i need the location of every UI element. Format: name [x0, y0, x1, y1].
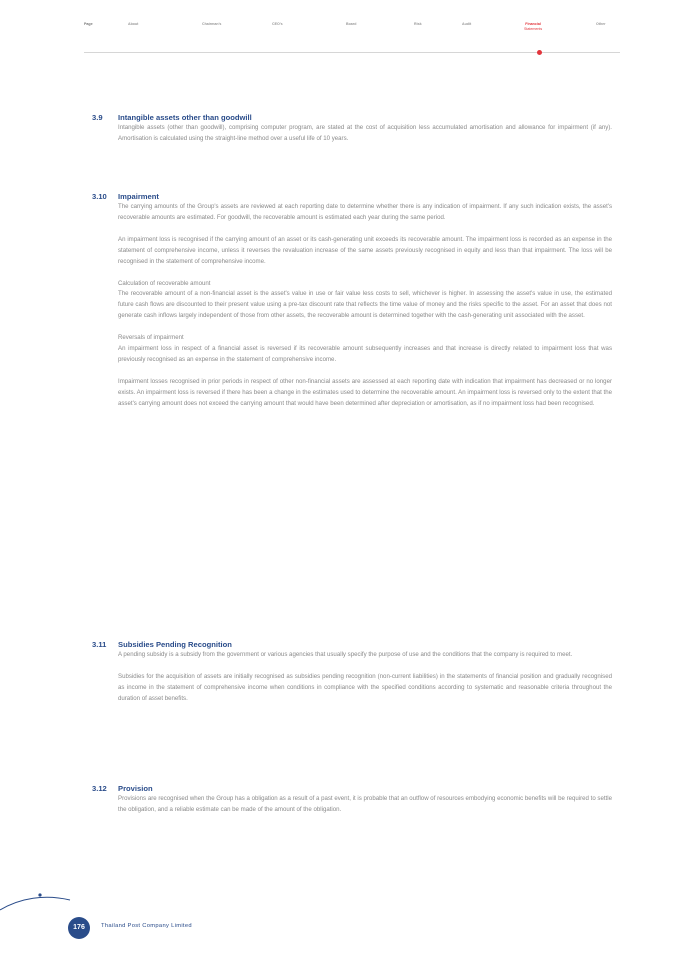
section-provision: [92, 784, 612, 816]
paragraph: A pending subsidy is a subsidy from the government or various agencies that usually specify the purpose of use and the conditions that the company is required to meet.: [118, 651, 573, 658]
section-heading: [92, 784, 612, 794]
nav-item-label: Board: [346, 22, 357, 26]
paragraph: An impairment loss is recognised if the carrying amount of an asset or its cash-generating unit exceeds its recoverable amount. The impairment loss is recorded as an expense in the statement of comprehensive income, unless it reverses the revaluation increase of the same assets previously recognised in equity and less than that impairment. The loss will be recognised in the statement of comprehensive income.: [118, 235, 612, 265]
nav-item-board[interactable]: [346, 22, 356, 27]
paragraph: Subsidies for the acquisition of assets are initially recognised as subsidies pending recognition (non-current liabilities) in the statements of financial position and gradually recognised as income in the statement of comprehensive income when conditions in compliance with the specified conditions according to systematic and reasonable criteria throughout the duration of asset benefits.: [118, 672, 612, 702]
section-impairment: [92, 192, 612, 410]
nav-item-page[interactable]: [84, 22, 93, 27]
section-subsidies: [92, 640, 612, 705]
section-title: Intangible assets other than goodwill: [118, 113, 252, 122]
section-heading: [92, 192, 612, 202]
nav-item-label: Risk: [414, 22, 422, 26]
nav-item-ceo[interactable]: [272, 22, 283, 27]
paragraph: Provisions are recognised when the Group has a obligation as a result of a past event, it is probable that an outflow of resources embodying economic benefits will be required to settle the obligation, and a reliable estimate can be made of the amount of the obligation.: [118, 795, 612, 813]
nav-item-about[interactable]: [128, 22, 138, 27]
paragraph: Impairment losses recognised in prior periods in respect of other non-financial assets are assessed at each reporting date with indication that impairment has decreased or no longer exists. An impairment loss is reversed if there has been a change in the estimates used to determine the recoverable amount. An impairment loss is reversed only to the extent that the asset's carrying amount does not exceed the carrying amount that would have been determined after depreciation or amortisation, as if no impairment loss had been recognised.: [118, 377, 612, 407]
top-navigation: [84, 22, 620, 52]
nav-item-label: About: [128, 22, 139, 26]
nav-item-audit[interactable]: [462, 22, 471, 27]
paragraph: The recoverable amount of a non-financial asset is the asset's value in use or fair value less costs to sell, whichever is higher. In assessing the asset's value in use, the estimated future cash flows are discounted to their present value using a pre-tax discount rate that reflects the time value of money and the risks specific to the asset. For an asset that does not generate cash inflows largely independent of those from other assets, the recoverable amount is determined together with the cash-generating unit associated with the asset.: [118, 290, 612, 320]
nav-item-financial-statements[interactable]: [524, 22, 542, 32]
nav-item-label: Chairman's: [202, 22, 222, 26]
section-number: 3.9: [92, 113, 103, 122]
nav-item-label: Audit: [462, 22, 472, 26]
section-title: Subsidies Pending Recognition: [118, 640, 232, 649]
section-intangible-assets: [92, 113, 612, 145]
subheading: Reversals of impairment: [118, 334, 184, 342]
subheading: Calculation of recoverable amount: [118, 279, 211, 287]
nav-item-other[interactable]: [596, 22, 606, 27]
section-heading: [92, 640, 612, 650]
section-title: Provision: [118, 784, 153, 793]
company-name: Thailand Post Company Limited: [101, 923, 192, 929]
paragraph: The carrying amounts of the Group's assets are reviewed at each reporting date to determine whether there is any indication of impairment. If any such indication exists, the asset's recoverable amounts are estimated. For goodwill, the recoverable amount is estimated each year during the same period.: [118, 203, 612, 221]
section-heading: [92, 113, 612, 123]
nav-item-risk[interactable]: [414, 22, 422, 27]
section-title: Impairment: [118, 192, 159, 201]
nav-item-label: Financial: [525, 22, 541, 26]
nav-item-sublabel: Statements: [524, 27, 543, 31]
nav-item-chairman[interactable]: [202, 22, 221, 27]
paragraph: An impairment loss in respect of a financial asset is reversed if its recoverable amount subsequently increases and that increase is directly related to impairment loss that was previously recognised as an expense in the statement of comprehensive income.: [118, 345, 612, 363]
nav-item-label: Other: [596, 22, 606, 26]
nav-item-label: Page: [84, 22, 93, 26]
page-number-badge: 176: [68, 917, 90, 939]
section-number: 3.10: [92, 192, 107, 201]
nav-item-label: CEO's: [272, 22, 283, 26]
active-page-marker: [537, 50, 542, 55]
paragraph: Intangible assets (other than goodwill), comprising computer program, are stated at the cost of acquisition less accumulated amortisation and allowance for impairment (if any). Amortisation is calculated using the straight-line method over a useful life of 10 years.: [118, 124, 612, 142]
section-number: 3.12: [92, 784, 107, 793]
section-number: 3.11: [92, 640, 107, 649]
footer-arc-decoration: [0, 880, 120, 962]
